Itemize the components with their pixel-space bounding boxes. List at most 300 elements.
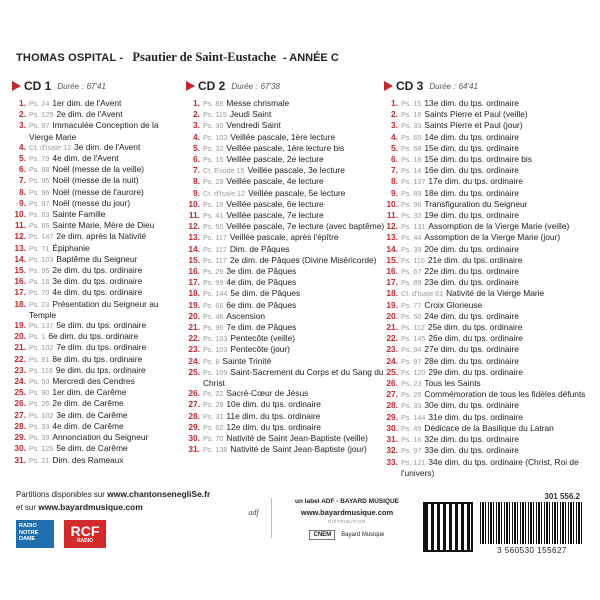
psalm-reference: Ps. 62	[203, 422, 224, 432]
psalm-reference: Ps. 26	[29, 399, 50, 409]
track-row	[384, 311, 596, 322]
psalm-reference: Ps. 31	[203, 411, 224, 421]
psalm-reference: Ps. 88	[29, 165, 50, 175]
track-title: 6e dim. du tps. ordinaire	[48, 331, 139, 342]
psalm-reference: Ps. 137	[29, 321, 54, 331]
track-number: 3.	[193, 120, 200, 131]
psalm-reference: Ps. 66	[203, 300, 224, 310]
track-row	[384, 255, 596, 266]
track-title: 26e dim. du tps. ordinaire	[428, 333, 523, 344]
bayard-distribution: Bayard Musique	[341, 532, 385, 538]
track-row	[384, 457, 596, 478]
track-title: Annonciation du Seigneur	[52, 432, 149, 443]
track-number: 2.	[19, 109, 26, 120]
track-row	[186, 98, 386, 109]
track-title: 13e dim. du tps. ordinaire	[424, 98, 519, 108]
track-number: 14.	[188, 243, 200, 254]
track-number: 13.	[188, 232, 200, 243]
cd-header	[384, 78, 596, 94]
track-number: 15.	[14, 265, 26, 276]
cd2-column	[186, 78, 386, 456]
psalm-reference: Ps. 103	[29, 254, 54, 264]
track-title: 29e dim. du tps. ordinaire	[428, 366, 523, 377]
track-number: 15.	[386, 254, 398, 265]
psalm-reference: Ps. 70	[203, 434, 224, 444]
psalm-reference: Ps. 97	[29, 198, 50, 208]
track-number: 21.	[14, 342, 26, 353]
psalm-reference: Ps. 29	[203, 177, 224, 187]
track-title: Veillée pascale, 3e lecture	[247, 165, 345, 176]
track-title: 17e dim. du tps. ordinaire	[428, 176, 523, 187]
cd-name: CD 3	[396, 79, 424, 93]
track-title: Sainte Trinité	[222, 355, 272, 366]
psalm-reference: Ps. 117	[203, 244, 227, 254]
psalm-reference: Ps. 44	[401, 233, 422, 243]
psalm-reference: Ps. 18	[401, 110, 422, 120]
track-number: 3.	[391, 120, 398, 131]
track-title: Épiphanie	[52, 242, 90, 253]
track-number: 20.	[188, 310, 200, 321]
label-site[interactable]: www.bayardmusique.com	[300, 508, 394, 517]
track-title: 4e dim. du tps. ordinaire	[52, 287, 143, 298]
track-number: 27.	[386, 389, 398, 400]
track-row	[186, 344, 386, 355]
track-row	[186, 132, 386, 143]
track-title: 1er dim. de Carême	[52, 387, 127, 398]
track-title: 3e dim. de Carême	[56, 409, 128, 420]
psalm-reference: Ps. 29	[203, 267, 224, 277]
track-title: 4e dim. de Carême	[52, 420, 124, 431]
track-number: 22.	[386, 333, 398, 344]
psalm-reference: Ps. 97	[29, 121, 50, 131]
track-number: 9.	[391, 187, 398, 198]
psalm-reference: Ps. 90	[29, 388, 50, 398]
track-title: Dédicace de la Basilique du Latran	[424, 422, 554, 433]
psalm-reference: Ps. 116	[401, 255, 425, 265]
psalm-reference: Ps. 41	[203, 211, 224, 221]
track-row	[186, 288, 386, 299]
track-number: 12.	[188, 221, 200, 232]
track-title: Transfiguration du Seigneur	[424, 198, 528, 209]
track-number: 8.	[391, 176, 398, 187]
and-on-text: et sur	[16, 503, 37, 512]
track-number: 20.	[14, 331, 26, 342]
duration-label: Durée :	[57, 81, 84, 91]
track-row	[12, 109, 184, 120]
duration-label: Durée :	[231, 81, 258, 91]
track-row	[384, 132, 596, 143]
psalm-reference: Ps. 50	[203, 222, 224, 232]
track-title: Veillée pascale, après l'épître	[229, 232, 339, 243]
track-number: 14.	[386, 243, 398, 254]
track-row	[186, 176, 386, 187]
track-title: 3e dim. de Pâques	[226, 266, 297, 277]
psalm-reference: Ps. 39	[401, 244, 422, 254]
psalm-reference: Ps. 116	[29, 365, 53, 375]
psalm-reference: Ps. 147	[29, 232, 54, 242]
track-row	[384, 434, 596, 445]
psalm-reference: Ps. 23	[401, 379, 422, 389]
psalm-reference: Ps. 97	[401, 446, 422, 456]
track-number: 5.	[19, 153, 26, 164]
track-title: Veillée pascale, 7e lecture	[226, 210, 324, 221]
track-title: Jeudi Saint	[229, 109, 272, 120]
track-row	[384, 176, 596, 187]
track-number: 18.	[188, 288, 200, 299]
track-title: 25e dim. du tps. ordinaire	[427, 322, 523, 333]
track-title: 15e dim. du tps. ordinaire bis	[424, 154, 532, 165]
psalm-reference: Ps. 137	[401, 177, 426, 187]
play-triangle-icon	[384, 81, 393, 91]
psalm-reference: Ps. 22	[203, 389, 224, 399]
psalm-reference: Ps. 145	[401, 334, 426, 344]
psalm-reference: Ps. 18	[401, 155, 422, 165]
track-number: 7.	[391, 165, 398, 176]
psalm-reference: Ps. 14	[401, 166, 422, 176]
track-number: 2.	[391, 109, 398, 120]
track-number: 29.	[386, 411, 398, 422]
track-title: Commémoration de tous les fidèles défunts	[424, 389, 586, 400]
track-title: Nativité de Saint Jean-Baptiste (jour)	[230, 444, 367, 455]
psalm-reference: Ps. 97	[401, 356, 422, 366]
track-title: Veillée pascale, 2e lecture	[226, 154, 324, 165]
psalm-reference: Ps. 33	[29, 421, 50, 431]
track-number: 28.	[14, 420, 26, 431]
psalm-reference: Ps. 30	[203, 121, 224, 131]
track-title: 24e dim. du tps. ordinaire	[424, 310, 519, 321]
track-title: Noël (messe de la veille)	[52, 164, 145, 175]
track-row	[186, 356, 386, 367]
track-row	[12, 153, 184, 164]
psalm-reference: Ps. 8	[203, 356, 220, 366]
psalm-reference: Ps. 32	[401, 211, 422, 221]
psalm-reference: Ps. 50	[401, 311, 422, 321]
play-triangle-icon	[12, 81, 21, 91]
track-number: 32.	[386, 445, 398, 456]
track-number: 25.	[386, 366, 398, 377]
track-number: 24.	[14, 376, 26, 387]
track-row	[12, 120, 184, 141]
track-row	[186, 388, 386, 399]
psalm-reference: Ps. 33	[401, 401, 422, 411]
track-row	[186, 154, 386, 165]
cd-duration: 67'38	[260, 81, 280, 91]
track-title: Veillée pascale, 5e lecture	[248, 187, 346, 198]
track-row	[186, 322, 386, 333]
play-triangle-icon	[186, 81, 195, 91]
psalm-reference: Ps. 18	[29, 277, 50, 287]
cd-header	[12, 78, 184, 94]
track-title: Assomption de la Vierge Marie (jour)	[424, 232, 561, 243]
track-row	[186, 444, 386, 455]
psalm-reference: Ps. 121	[401, 457, 426, 467]
album-year: - ANNÉE C	[282, 52, 339, 64]
track-number: 12.	[14, 231, 26, 242]
psalm-reference: Ps. 65	[401, 132, 422, 142]
track-title: Veillée pascale, 4e lecture	[226, 176, 324, 187]
track-row	[12, 243, 184, 254]
track-number: 31.	[386, 434, 398, 445]
track-number: 18.	[386, 288, 398, 299]
track-number: 6.	[19, 164, 26, 175]
track-number: 9.	[193, 187, 200, 198]
track-row	[384, 356, 596, 367]
track-title: Dim. des Rameaux	[52, 454, 124, 465]
track-number: 16.	[14, 276, 26, 287]
psalm-reference: Ps. 18	[203, 199, 224, 209]
track-title: Sacré-Cœur de Jésus	[226, 388, 309, 399]
psalm-reference: Ps. 109	[203, 367, 228, 377]
track-row	[384, 266, 596, 277]
catalog-number: 301 556.2	[544, 492, 580, 501]
track-number: 23.	[188, 344, 200, 355]
cd1-column	[12, 78, 184, 466]
psalm-reference: Ps. 26	[401, 390, 422, 400]
track-row	[186, 255, 386, 266]
track-title: 19e dim. du tps. ordinaire	[424, 210, 519, 221]
track-row	[384, 165, 596, 176]
track-number: 7.	[193, 165, 200, 176]
track-number: 30.	[188, 433, 200, 444]
cd-name: CD 1	[24, 79, 52, 93]
album-author: THOMAS OSPITAL -	[16, 52, 124, 64]
track-title: 30e dim. du tps. ordinaire	[424, 400, 519, 411]
track-row	[12, 287, 184, 298]
track-number: 6.	[193, 154, 200, 165]
track-title: 10e dim. du tps. ordinaire	[226, 399, 321, 410]
psalm-reference: Ps. 39	[29, 433, 50, 443]
track-row	[12, 231, 184, 242]
track-row	[12, 331, 184, 342]
track-title: 21e dim. du tps. ordinaire	[427, 254, 523, 265]
psalm-reference: Ps. 29	[203, 400, 224, 410]
rcf-logo-sub: RADIO	[76, 537, 94, 544]
track-number: 26.	[386, 378, 398, 389]
track-number: 23.	[14, 364, 26, 375]
album-header	[16, 50, 339, 65]
partitions-info	[16, 488, 210, 514]
track-number: 25.	[14, 387, 26, 398]
track-number: 28.	[386, 400, 398, 411]
track-row	[12, 164, 184, 175]
psalm-reference: Ps. 15	[401, 99, 422, 108]
track-title: Sainte Marie, Mère de Dieu	[52, 220, 155, 231]
track-title: Vendredi Saint	[226, 120, 281, 131]
track-row	[384, 98, 596, 109]
track-number: 16.	[188, 266, 200, 277]
track-number: 24.	[386, 355, 398, 366]
track-title: 4e dim. de l'Avent	[52, 153, 119, 164]
track-number: 19.	[188, 299, 200, 310]
album-title: Psautier de Saint-Eustache	[132, 50, 276, 64]
track-row	[384, 188, 596, 199]
track-row	[186, 311, 386, 322]
track-row	[384, 412, 596, 423]
track-number: 25.	[188, 366, 200, 377]
psalm-reference: Ps. 89	[401, 278, 422, 288]
track-title: 4e dim. de Pâques	[226, 277, 297, 288]
track-title: 2e dim. de l'Avent	[56, 109, 123, 120]
track-title: Présentation du Seigneur au Temple	[29, 298, 159, 320]
track-row	[186, 120, 386, 131]
track-row	[186, 266, 386, 277]
track-row	[12, 254, 184, 265]
track-row	[384, 344, 596, 355]
track-number: 10.	[188, 198, 200, 209]
track-title: 8e dim. du tps. ordinaire	[52, 353, 143, 364]
track-title: 11e dim. du tps. ordinaire	[226, 410, 321, 421]
track-row	[12, 421, 184, 432]
psalm-reference: Ps. 96	[203, 323, 224, 333]
track-title: Nativité de la Vierge Marie	[446, 288, 545, 299]
psalm-reference: Ps. 96	[401, 199, 422, 209]
track-number: 4.	[19, 141, 26, 152]
track-number: 1.	[19, 98, 26, 108]
rcf-logo-text: RCF	[70, 522, 100, 539]
track-title: Saints Pierre et Paul (jour)	[424, 120, 523, 131]
track-row	[384, 367, 596, 378]
track-title: 7e dim. de Pâques	[226, 322, 297, 333]
track-number: 17.	[188, 277, 200, 288]
track-number: 5.	[193, 142, 200, 153]
track-title: 6e dim. de Pâques	[226, 299, 297, 310]
track-title: Assomption de la Vierge Marie (veille)	[428, 221, 570, 232]
track-title: 5e dim. du tps. ordinaire	[56, 320, 147, 331]
track-row	[186, 300, 386, 311]
track-row	[186, 199, 386, 210]
track-number: 5.	[391, 142, 398, 153]
psalm-reference: Ps. 1	[29, 332, 46, 342]
radio-notre-dame-logo: RADIO NOTRE DAME	[16, 520, 54, 548]
track-title: Croix Glorieuse	[424, 299, 483, 310]
track-number: 33.	[386, 456, 398, 467]
psalm-reference: Ps. 103	[203, 132, 228, 142]
barcode	[480, 502, 584, 544]
track-number: 9.	[19, 197, 26, 208]
track-number: 19.	[386, 299, 398, 310]
track-title: 28e dim. du tps. ordinaire	[424, 355, 519, 366]
track-title: Tous les Saints	[424, 378, 481, 389]
track-title: Mercredi des Cendres	[52, 376, 135, 387]
cd-duration: 67'41	[86, 81, 106, 91]
barcode-number: 3 560530 155627	[497, 546, 567, 555]
track-title: Messe chrismale	[226, 98, 290, 108]
track-number: 18.	[14, 298, 26, 309]
track-title: 34e dim. du tps. ordinaire (Christ, Roi de l'univers)	[401, 456, 579, 478]
psalm-reference: Ps. 138	[203, 445, 228, 455]
track-number: 7.	[19, 175, 26, 186]
track-row	[186, 165, 386, 176]
track-number: 19.	[14, 320, 26, 331]
track-number: 12.	[386, 221, 398, 232]
track-number: 27.	[14, 409, 26, 420]
psalm-reference: Ps. 79	[29, 154, 50, 164]
site1-link[interactable]: www.chantonsenegliSe.fr	[107, 489, 211, 499]
label-box	[236, 494, 416, 558]
track-row	[186, 399, 386, 410]
track-number: 11.	[188, 210, 200, 221]
track-row	[12, 187, 184, 198]
distribution-label: DISTRIBUTION	[328, 519, 366, 524]
track-row	[12, 209, 184, 220]
track-row	[384, 445, 596, 456]
track-row	[384, 378, 596, 389]
track-title: Baptême du Seigneur	[56, 253, 138, 264]
track-number: 30.	[14, 443, 26, 454]
psalm-reference: Ps. 50	[29, 377, 50, 387]
partitions-prefix: Partitions disponibles sur	[16, 490, 105, 499]
qr-code[interactable]	[423, 502, 473, 552]
psalm-reference: Ps. 91	[29, 354, 50, 364]
track-row	[384, 300, 596, 311]
site2-link[interactable]: www.bayardmusique.com	[38, 502, 143, 512]
track-number: 11.	[386, 210, 398, 221]
psalm-reference: Ps. 103	[203, 345, 228, 355]
track-row	[12, 342, 184, 353]
psalm-reference: Ps. 70	[29, 288, 50, 298]
track-number: 2.	[193, 109, 200, 120]
track-title: Veillée pascale, 1ère lecture	[230, 131, 336, 142]
track-title: 1er dim. de l'Avent	[52, 98, 122, 108]
psalm-reference: Ps. 89	[401, 188, 422, 198]
psalm-reference: Ps. 95	[29, 266, 50, 276]
track-number: 8.	[19, 186, 26, 197]
track-number: 17.	[386, 277, 398, 288]
track-number: 26.	[188, 388, 200, 399]
track-number: 10.	[386, 198, 398, 209]
track-number: 30.	[386, 422, 398, 433]
track-number: 11.	[14, 220, 26, 231]
track-number: 27.	[188, 399, 200, 410]
psalm-reference: Ps. 24	[29, 99, 50, 108]
psalm-reference: Ps. 115	[203, 110, 227, 120]
track-number: 22.	[14, 353, 26, 364]
track-row	[12, 198, 184, 209]
psalm-reference: Ps. 117	[203, 255, 227, 265]
track-title: Immaculée Conception de la Vierge Marie	[29, 120, 159, 142]
psalm-reference: Ps. 102	[29, 410, 54, 420]
track-row	[186, 232, 386, 243]
track-title: Saints Pierre et Paul (veille)	[424, 109, 528, 120]
track-row	[12, 376, 184, 387]
track-number: 8.	[193, 176, 200, 187]
track-row	[186, 109, 386, 120]
track-title: 32e dim. du tps. ordinaire	[424, 434, 519, 445]
track-row	[186, 411, 386, 422]
track-number: 16.	[386, 266, 398, 277]
track-title: 3e dim. de l'Avent	[74, 141, 141, 152]
psalm-reference: Ct. d'Isaïe 12	[203, 188, 246, 198]
track-row	[186, 422, 386, 433]
track-title: 2e dim. du tps. ordinaire	[52, 265, 143, 276]
rcf-logo	[64, 520, 106, 548]
track-row	[384, 221, 596, 232]
label-line: un label ADF - BAYARD MUSIQUE	[294, 498, 399, 505]
psalm-reference: Ps. 102	[29, 343, 54, 353]
track-number: 14.	[14, 253, 26, 264]
track-title: 5e dim. de Carême	[56, 443, 128, 454]
track-title: 20e dim. du tps. ordinaire	[424, 243, 519, 254]
psalm-reference: Ps. 112	[401, 323, 425, 333]
track-title: Ascension	[226, 310, 266, 321]
track-title: Nativité de Saint Jean-Baptiste (veille)	[226, 433, 368, 444]
track-row	[384, 389, 596, 400]
track-row	[186, 433, 386, 444]
psalm-reference: Ps. 77	[401, 300, 422, 310]
track-title: Saint-Sacrement du Corps et du Sang du Christ	[203, 366, 384, 389]
psalm-reference: Ps. 16	[401, 435, 422, 445]
cd-header	[186, 78, 386, 94]
